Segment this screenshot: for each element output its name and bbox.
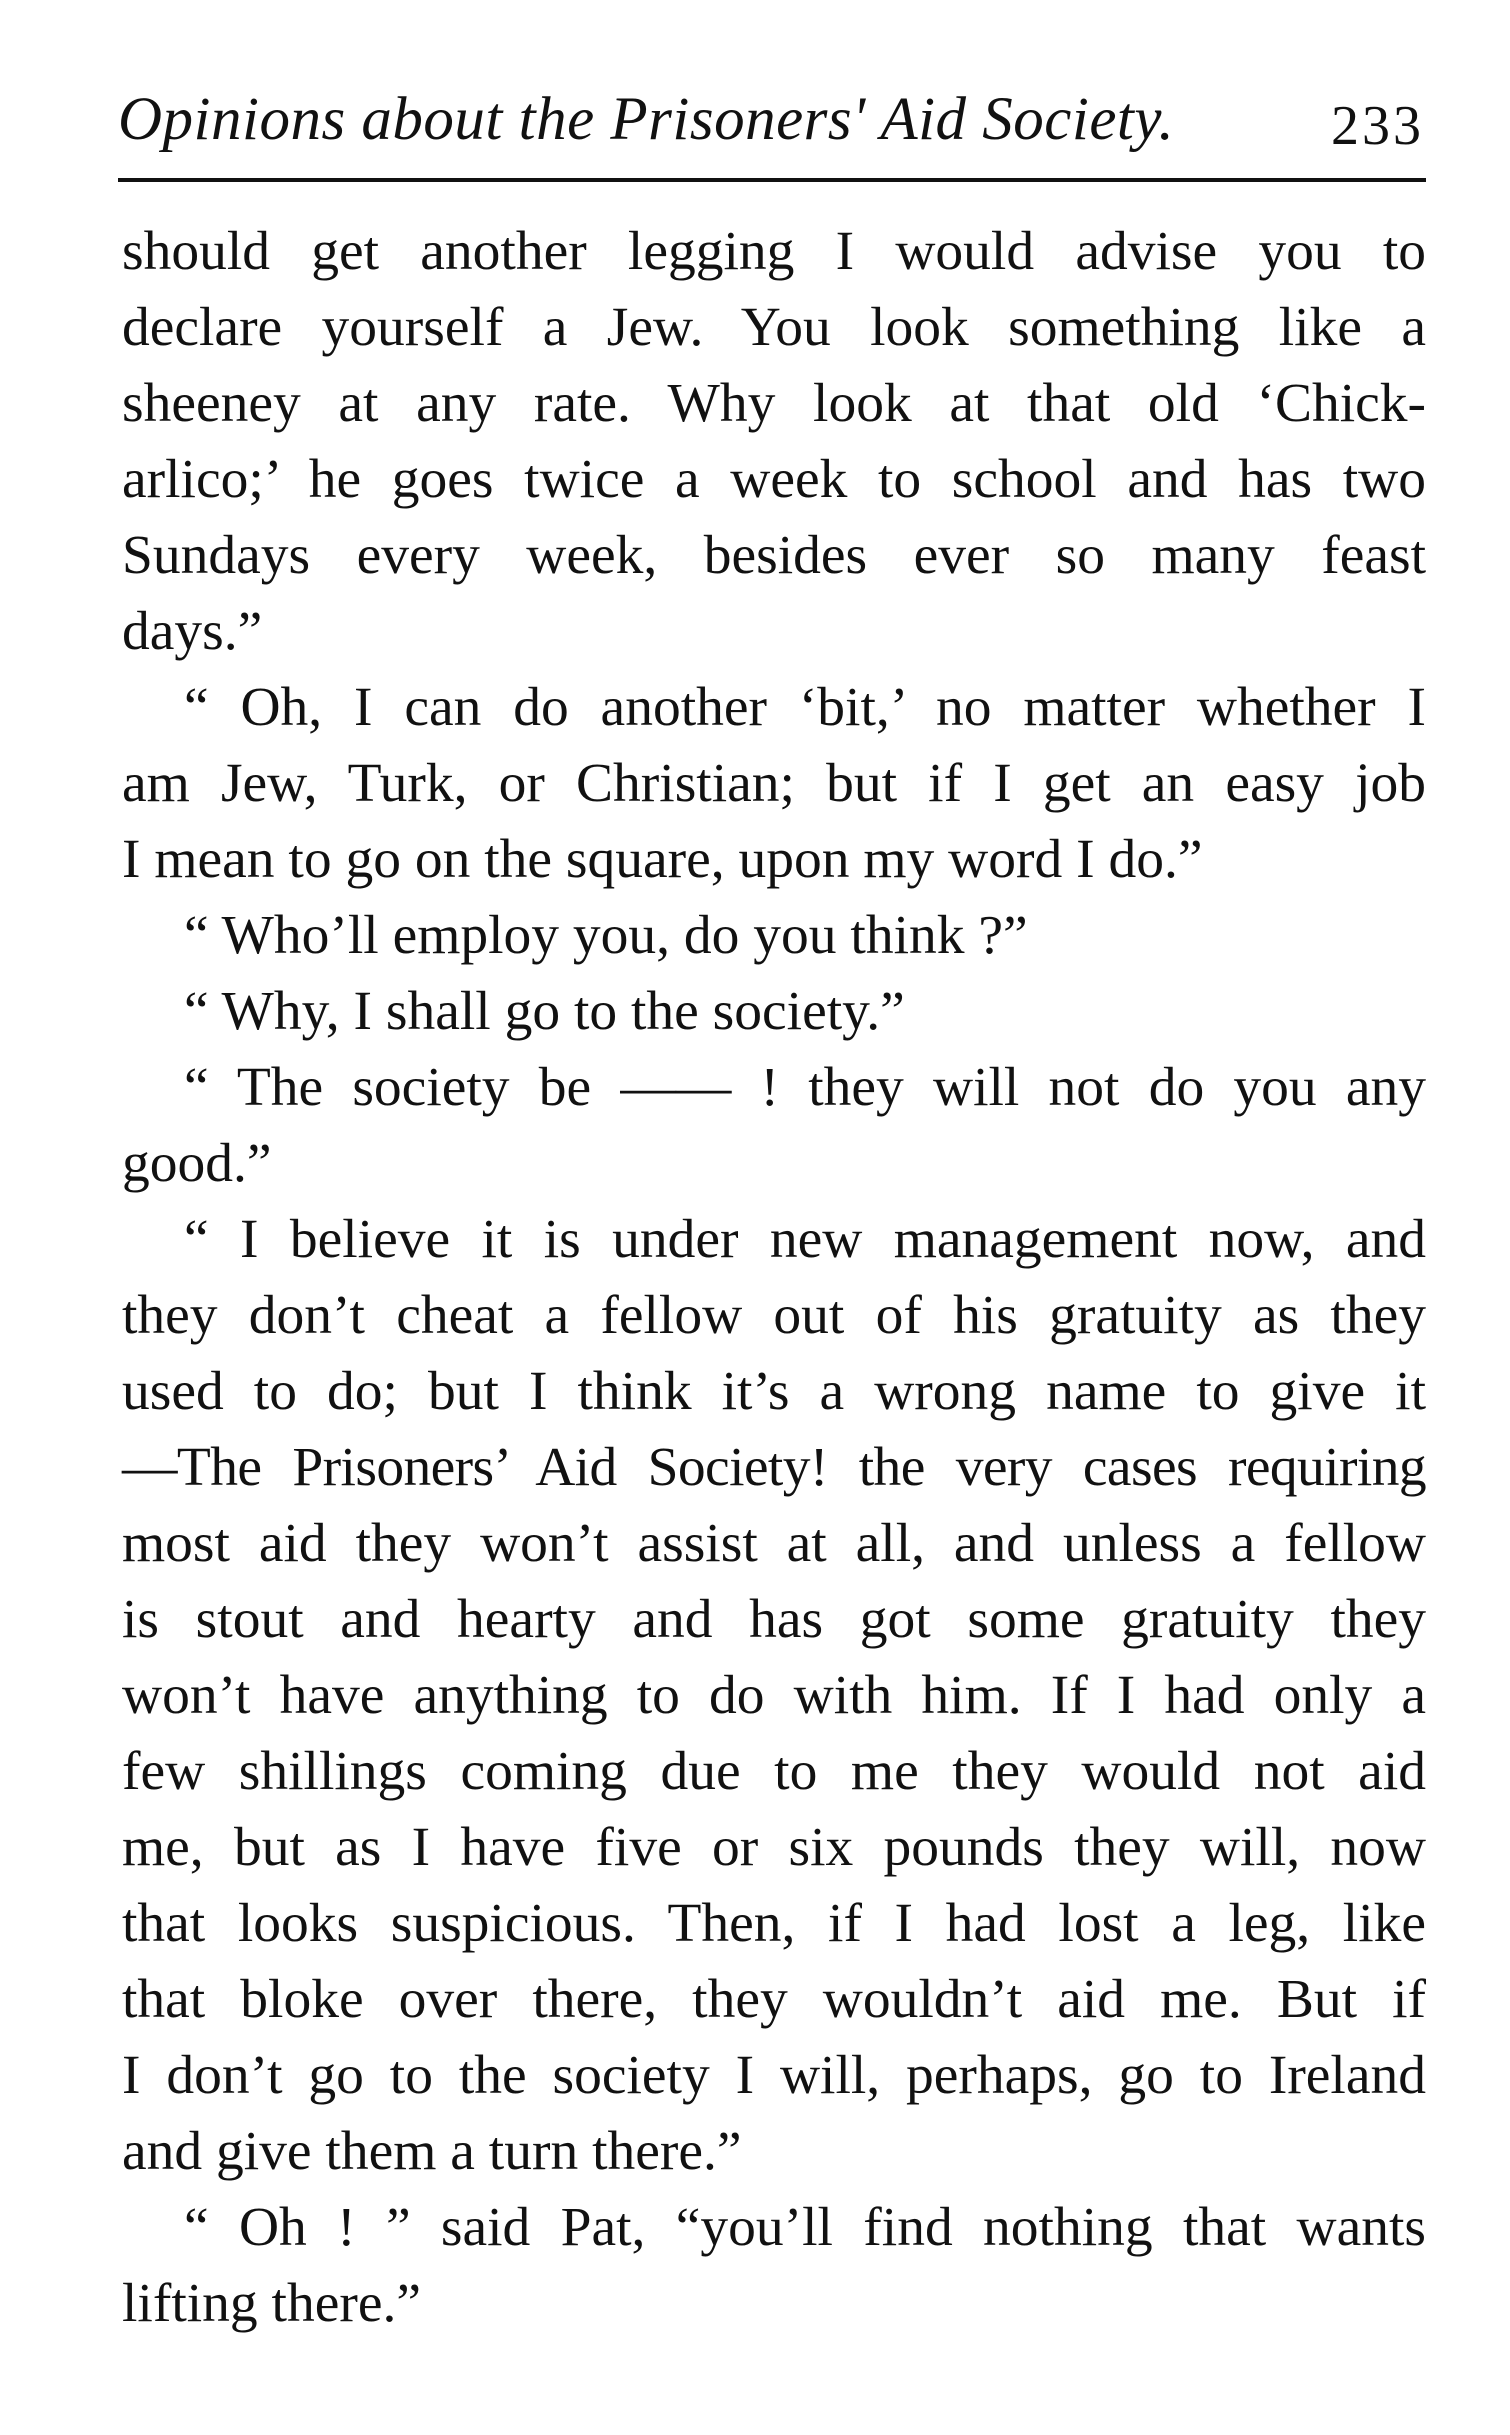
text-line: I don’t go to the society I will, perhaps, go to Ireland [122, 2045, 1426, 2106]
text-line: “ Why, I shall go to the society.” [184, 981, 905, 1042]
text-line: me, but as I have five or six pounds they will, now [122, 1817, 1426, 1878]
header-rule [118, 178, 1426, 182]
text-line: is stout and hearty and has got some gratuity they [122, 1589, 1426, 1650]
text-line: they don’t cheat a fellow out of his gratuity as they [122, 1285, 1426, 1346]
text-line: I mean to go on the square, upon my word I do.” [122, 829, 1203, 890]
text-line: “ The society be —— ! they will not do you any [184, 1057, 1426, 1118]
text-line: “ Oh, I can do another ‘bit,’ no matter whether I [184, 677, 1426, 738]
text-line: that looks suspicious. Then, if I had lost a leg, like [122, 1893, 1426, 1954]
page-number: 233 [1331, 95, 1424, 157]
text-line: should get another legging I would advise you to [122, 221, 1426, 282]
body-text [122, 214, 1426, 2342]
running-title: Opinions about the Prisoners' Aid Society. [118, 86, 1175, 153]
text-line: days.” [122, 601, 263, 662]
text-line: and give them a turn there.” [122, 2121, 742, 2182]
text-line: sheeney at any rate. Why look at that old ‘Chick- [122, 373, 1426, 434]
text-line: declare yourself a Jew. You look something like a [122, 297, 1426, 358]
text-line: used to do; but I think it’s a wrong name to give it [122, 1361, 1426, 1422]
text-line: “ Oh ! ” said Pat, “you’ll find nothing that wants [184, 2197, 1426, 2258]
running-head [118, 78, 1426, 162]
text-line: lifting there.” [122, 2273, 421, 2334]
text-line: Sundays every week, besides ever so many feast [122, 525, 1426, 586]
text-line: am Jew, Turk, or Christian; but if I get an easy job [122, 753, 1426, 814]
text-line: good.” [122, 1133, 272, 1194]
text-line: few shillings coming due to me they would not aid [122, 1741, 1426, 1802]
text-line: “ Who’ll employ you, do you think ?” [184, 905, 1028, 966]
text-line: most aid they won’t assist at all, and unless a fellow [122, 1513, 1426, 1574]
text-line: won’t have anything to do with him. If I had only a [122, 1665, 1426, 1726]
text-line: —The Prisoners’ Aid Society! the very cases requiring [122, 1437, 1426, 1498]
text-line: that bloke over there, they wouldn’t aid me. But if [122, 1969, 1426, 2030]
text-line: arlico;’ he goes twice a week to school and has two [122, 449, 1426, 510]
text-line: “ I believe it is under new management now, and [184, 1209, 1426, 1270]
